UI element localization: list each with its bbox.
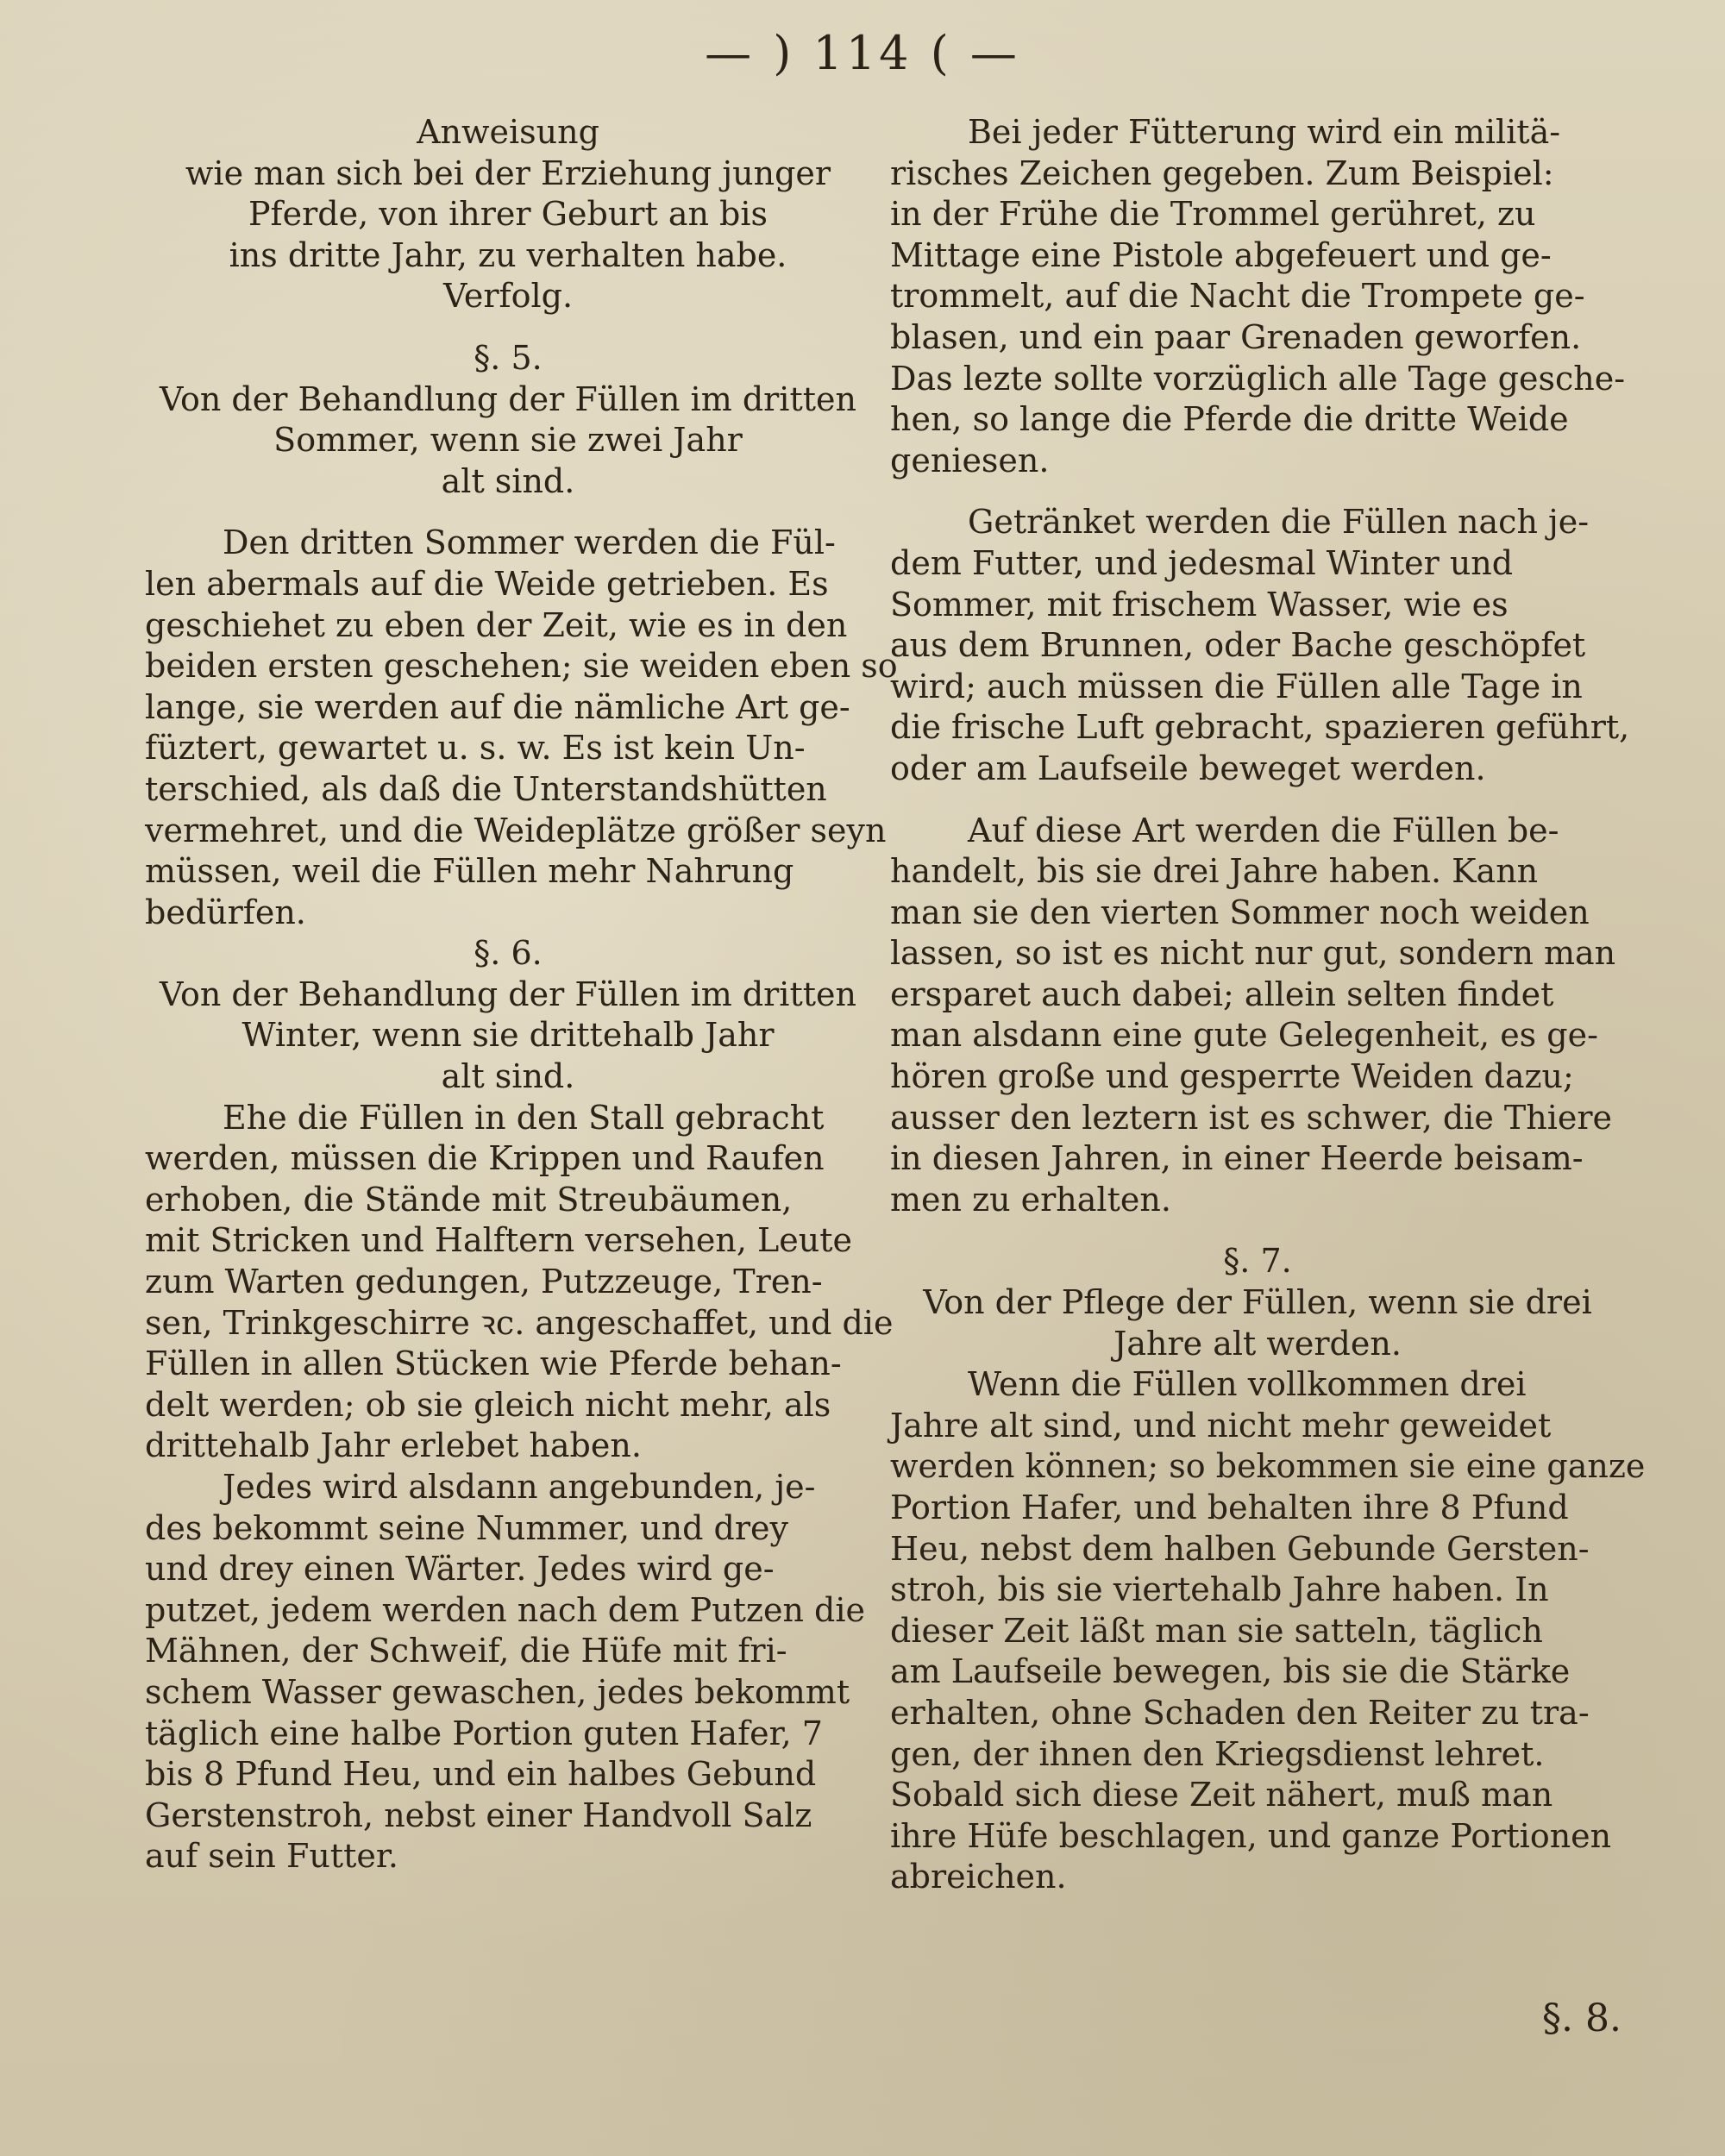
section-title-line: alt sind. xyxy=(441,1057,575,1096)
text-line: handelt, bis sie drei Jahre haben. Kann xyxy=(890,852,1539,891)
right-column xyxy=(890,112,1646,1898)
subtitle-line: wie man sich bei der Erziehung junger xyxy=(185,154,831,192)
section-number: §. 7. xyxy=(1223,1242,1292,1281)
paragraph-feeding-signals xyxy=(890,112,1625,481)
text-line: bedürfen. xyxy=(145,893,306,931)
section-title-line: Winter, wenn sie drittehalb Jahr xyxy=(242,1016,775,1055)
section-5-heading xyxy=(145,338,871,379)
text-line: auf sein Futter. xyxy=(145,1837,398,1876)
text-line: Auf diese Art werden die Füllen be- xyxy=(968,811,1559,849)
section-5-paragraph xyxy=(145,523,898,933)
text-line: geniesen. xyxy=(890,441,1050,479)
text-line: wird; auch müssen die Füllen alle Tage in xyxy=(890,667,1583,705)
section-number: §. 5. xyxy=(474,338,543,377)
text-line: beiden ersten geschehen; sie weiden eben so xyxy=(145,647,898,686)
text-line: werden können; so bekommen sie eine ganze xyxy=(890,1447,1646,1486)
text-line: Sobald sich diese Zeit nähert, muß man xyxy=(890,1776,1553,1814)
text-line: ausser den leztern ist es schwer, die Thiere xyxy=(890,1098,1613,1137)
left-column xyxy=(145,112,898,1877)
text-line: müssen, weil die Füllen mehr Nahrung xyxy=(145,852,794,891)
text-line: Heu, nebst dem halben Gebunde Gersten- xyxy=(890,1529,1590,1568)
text-line: bis 8 Pfund Heu, und ein halbes Gebund xyxy=(145,1755,817,1794)
text-line: terschied, als daß die Unterstandshütten xyxy=(145,769,827,808)
text-line: werden, müssen die Krippen und Raufen xyxy=(145,1139,825,1178)
text-line: erhoben, die Stände mit Streubäumen, xyxy=(145,1180,793,1219)
section-6-paragraph-2 xyxy=(145,1467,871,1877)
section-title-line: alt sind. xyxy=(441,461,575,500)
text-line: zum Warten gedungen, Putzzeuge, Tren- xyxy=(145,1263,823,1301)
section-title-line: Von der Behandlung der Füllen im dritten xyxy=(160,975,856,1013)
text-line: blasen, und ein paar Grenaden geworfen. xyxy=(890,317,1582,356)
text-line: und drey einen Wärter. Jedes wird ge- xyxy=(145,1550,775,1589)
section-number: §. 6. xyxy=(474,934,543,973)
text-line: aus dem Brunnen, oder Bache geschöpfet xyxy=(890,626,1586,665)
text-line: man sie den vierten Sommer noch weiden xyxy=(890,893,1590,931)
text-line: lange, sie werden auf die nämliche Art ge- xyxy=(145,687,850,726)
text-line: Wenn die Füllen vollkommen drei xyxy=(968,1365,1527,1404)
text-line: geschiehet zu eben der Zeit, wie es in den xyxy=(145,605,848,644)
section-title-line: Sommer, wenn sie zwei Jahr xyxy=(273,421,743,460)
text-line: Den dritten Sommer werden die Fül- xyxy=(223,523,836,562)
text-line: Gerstenstroh, nebst einer Handvoll Salz xyxy=(145,1796,812,1834)
section-5-title xyxy=(145,379,871,503)
document-subtitle xyxy=(145,154,871,277)
text-line: men zu erhalten. xyxy=(890,1180,1171,1219)
text-line: ihre Hüfe beschlagen, und ganze Portionen xyxy=(890,1816,1612,1855)
section-6-heading xyxy=(145,933,871,975)
text-line: Portion Hafer, und behalten ihre 8 Pfund xyxy=(890,1489,1569,1526)
text-line: Das lezte sollte vorzüglich alle Tage gesche- xyxy=(890,359,1626,398)
text-line: füztert, gewartet u. s. w. Es ist kein Un- xyxy=(145,729,806,768)
text-line: Jahre alt sind, und nicht mehr geweidet xyxy=(890,1406,1552,1445)
text-line: mit Stricken und Halftern versehen, Leute xyxy=(145,1221,853,1260)
verfolg-text: Verfolg. xyxy=(442,277,574,316)
text-line: Füllen in allen Stücken wie Pferde behan- xyxy=(145,1344,842,1383)
text-line: trommelt, auf die Nacht die Trompete ge- xyxy=(890,277,1585,316)
section-title-line: Von der Pflege der Füllen, wenn sie drei xyxy=(923,1283,1592,1322)
text-line: die frische Luft gebracht, spazieren geführt, xyxy=(890,708,1630,747)
next-section-catchword: §. 8. xyxy=(1542,1996,1622,2040)
section-6-title xyxy=(145,975,871,1098)
text-line: hen, so lange die Pferde die dritte Weide xyxy=(890,400,1569,439)
text-line: abreichen. xyxy=(890,1858,1067,1896)
text-line: ersparet auch dabei; allein selten findet xyxy=(890,975,1554,1013)
text-line: putzet, jedem werden nach dem Putzen die xyxy=(145,1590,865,1629)
text-line: oder am Laufseile beweget werden. xyxy=(890,749,1486,787)
section-title-line: Jahre alt werden. xyxy=(1113,1324,1402,1363)
text-line: Getränket werden die Füllen nach je- xyxy=(968,503,1590,542)
text-line: stroh, bis sie viertehalb Jahre haben. In xyxy=(890,1570,1549,1609)
text-line: sen, Trinkgeschirre ꝛc. angeschaffet, und die xyxy=(145,1303,894,1342)
text-line: drittehalb Jahr erlebet haben. xyxy=(145,1426,642,1465)
text-line: Bei jeder Fütterung wird ein militä- xyxy=(968,113,1561,151)
text-line: Mähnen, der Schweif, die Hüfe mit fri- xyxy=(145,1632,787,1670)
text-line: Ehe die Füllen in den Stall gebracht xyxy=(223,1098,825,1137)
text-line: täglich eine halbe Portion guten Hafer, 7 xyxy=(145,1714,823,1752)
text-line: schem Wasser gewaschen, jedes bekommt xyxy=(145,1672,850,1711)
text-line: in der Frühe die Trommel gerühret, zu xyxy=(890,195,1536,234)
document-title xyxy=(145,112,871,154)
text-line: dieser Zeit läßt man sie satteln, täglich xyxy=(890,1611,1543,1650)
page-number: — ) 114 ( — xyxy=(705,26,1020,80)
text-line: lassen, so ist es nicht nur gut, sondern man xyxy=(890,934,1616,973)
text-line: in diesen Jahren, in einer Heerde beisam- xyxy=(890,1139,1584,1178)
text-line: man alsdann eine gute Gelegenheit, es ge- xyxy=(890,1016,1598,1055)
section-7-title xyxy=(890,1282,1625,1364)
text-line: hören große und gesperrte Weiden dazu; xyxy=(890,1057,1574,1096)
title-line: Anweisung xyxy=(417,113,599,151)
text-line: am Laufseile bewegen, bis sie die Stärke xyxy=(890,1652,1571,1691)
text-line: dem Futter, und jedesmal Winter und xyxy=(890,543,1514,582)
text-line: vermehret, und die Weideplätze größer seyn xyxy=(145,811,887,849)
text-line: Mittage eine Pistole abgefeuert und ge- xyxy=(890,235,1552,274)
text-line: gen, der ihnen den Kriegsdienst lehret. xyxy=(890,1734,1545,1773)
subtitle-line: ins dritte Jahr, zu verhalten habe. xyxy=(229,235,787,274)
text-line: erhalten, ohne Schaden den Reiter zu tra- xyxy=(890,1693,1590,1732)
section-title-line: Von der Behandlung der Füllen im dritten xyxy=(160,379,856,418)
text-line: len abermals auf die Weide getrieben. Es xyxy=(145,564,829,603)
text-line: risches Zeichen gegeben. Zum Beispiel: xyxy=(890,154,1554,192)
text-line: Jedes wird alsdann angebunden, je- xyxy=(223,1468,816,1506)
text-line: Sommer, mit frischem Wasser, wie es xyxy=(890,585,1509,624)
text-line: des bekommt seine Nummer, und drey xyxy=(145,1508,788,1547)
section-7-heading xyxy=(890,1241,1625,1282)
section-7-paragraph xyxy=(890,1364,1646,1898)
continuation-label xyxy=(145,276,871,317)
paragraph-watering xyxy=(890,502,1630,789)
subtitle-line: Pferde, von ihrer Geburt an bis xyxy=(248,195,768,234)
text-line: delt werden; ob sie gleich nicht mehr, als xyxy=(145,1385,831,1424)
section-6-paragraph-1 xyxy=(145,1098,894,1467)
paragraph-treatment xyxy=(890,811,1625,1221)
